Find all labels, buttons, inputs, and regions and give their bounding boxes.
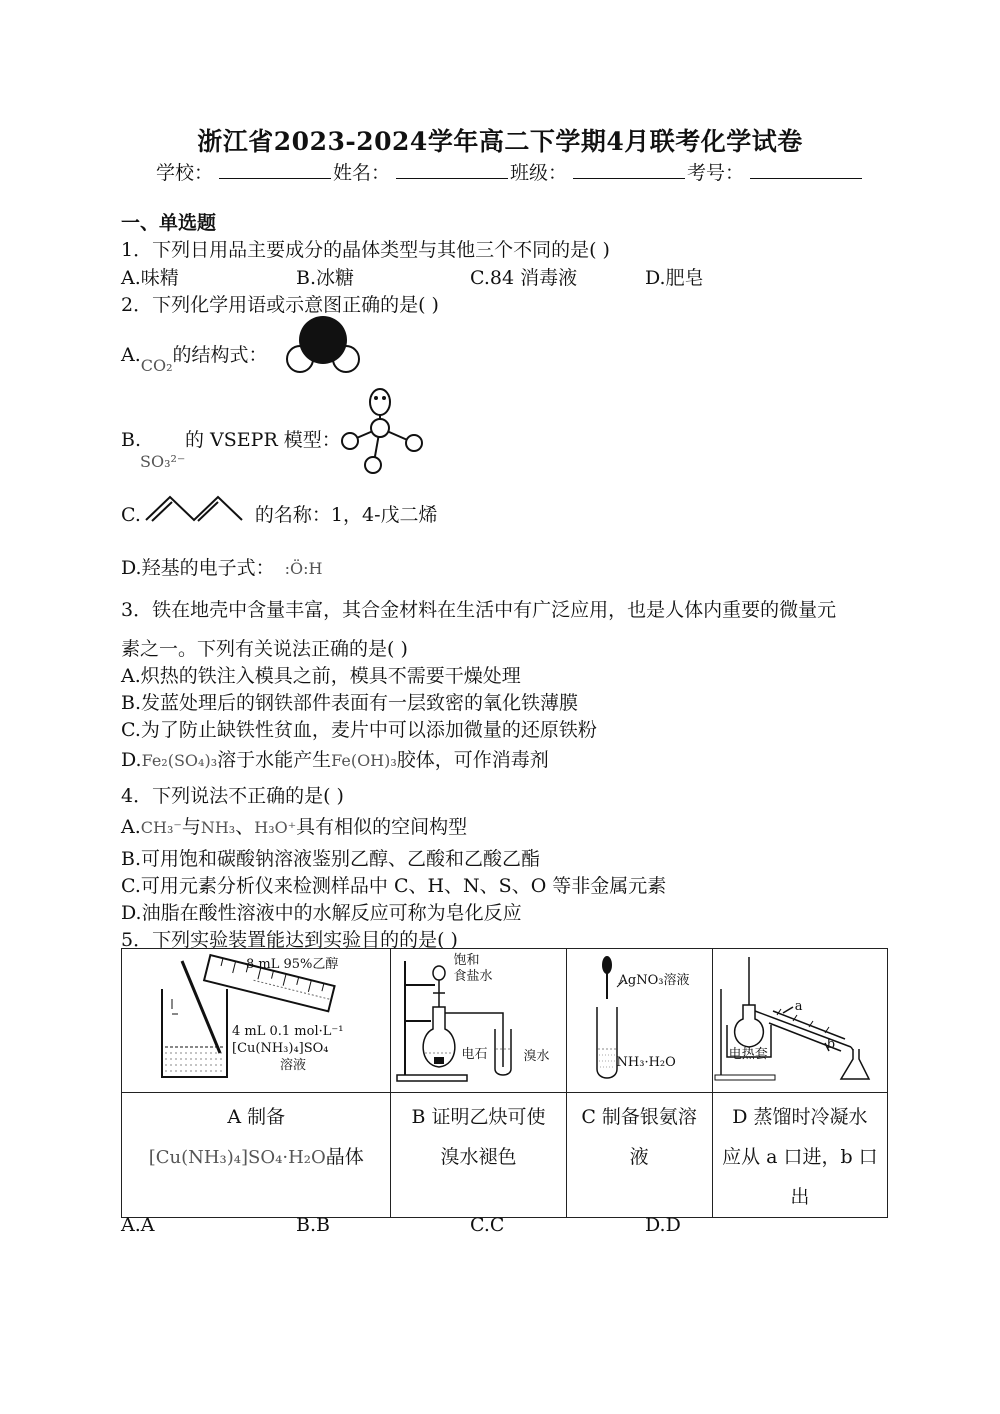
school-field — [156, 158, 333, 185]
q5-caption-row — [122, 1093, 888, 1218]
q5-stem: 5．下列实验装置能达到实验目的的是( ) — [121, 929, 458, 951]
pentadiene-skeletal-icon — [144, 494, 250, 524]
q3-option-b[interactable]: B.发蓝处理后的钢铁部件表面有一层致密的氧化铁薄膜 — [121, 692, 579, 714]
q3-d-suffix: 胶体，可作消毒剂 — [396, 749, 549, 771]
q5-caption-a — [122, 1093, 391, 1218]
q4-a-formula2: NH₃ — [200, 818, 236, 837]
q3-stem-line2: 素之一。下列有关说法正确的是( ) — [121, 638, 408, 660]
q4-option-b[interactable]: B.可用饱和碳酸钠溶液鉴别乙醇、乙酸和乙酸乙酯 — [121, 848, 541, 870]
q4-a-formula3: H₃O⁺ — [254, 818, 297, 837]
q2-b-formula: SO₃²⁻ — [140, 452, 186, 471]
q5-caption-c-line2: 液 — [629, 1146, 649, 1168]
q3-option-a[interactable]: A.炽热的铁注入模具之前，模具不需要干燥处理 — [121, 665, 521, 687]
q4-a-suffix: 具有相似的空间构型 — [296, 816, 468, 838]
q5-caption-b-line1: B 证明乙炔可使 — [411, 1106, 546, 1128]
exam-number-label: 考号： — [687, 162, 745, 184]
q4-a-mid2: 、 — [235, 816, 255, 838]
q1-stem: 1．下列日用品主要成分的晶体类型与其他三个不同的是( ) — [121, 239, 610, 261]
q5-caption-d-line1: D 蒸馏时冷凝水 — [732, 1106, 868, 1128]
q2-d-text: D.羟基的电子式： — [121, 557, 275, 579]
section-heading: 一、单选题 — [121, 212, 217, 234]
figure-b-water-line1: 饱和 — [453, 953, 480, 968]
figure-d-heater-label: 电热套 — [728, 1047, 768, 1062]
q2-b-prefix: B. — [121, 429, 142, 451]
figure-d-b-label: b — [826, 1037, 836, 1052]
q1-option-d[interactable]: D.肥皂 — [645, 267, 704, 289]
q5-option-a[interactable]: A.A — [121, 1214, 155, 1236]
q4-option-c[interactable]: C.可用元素分析仪来检测样品中 C、H、N、S、O 等非金属元素 — [121, 875, 667, 897]
q4-option-d[interactable]: D.油脂在酸性溶液中的水解反应可称为皂化反应 — [121, 902, 522, 924]
q3-option-c[interactable]: C.为了防止缺铁性贫血，麦片中可以添加微量的还原铁粉 — [121, 719, 597, 741]
figure-a-solution-line2: [Cu(NH₃)₄]SO₄ — [232, 1041, 329, 1056]
q5-caption-d-line2: 应从 a 口进，b 口 — [722, 1146, 878, 1168]
q2-stem: 2．下列化学用语或示意图正确的是( ) — [121, 294, 439, 316]
school-blank[interactable] — [219, 158, 331, 179]
name-field — [333, 158, 510, 185]
vsepr-model-icon — [338, 388, 428, 478]
figure-a-solution-line3: 溶液 — [280, 1058, 307, 1073]
q5-option-c[interactable]: C.C — [470, 1214, 505, 1236]
q2-option-b[interactable] — [121, 425, 341, 452]
figure-b-bromine-label: 溴水 — [523, 1049, 550, 1064]
name-label: 姓名： — [333, 162, 391, 184]
q4-a-prefix: A. — [121, 816, 141, 838]
figure-b-water-line2: 食盐水 — [453, 969, 493, 984]
q3-d-formula1: Fe₂(SO₄)₃ — [141, 751, 218, 770]
q5-caption-a-line1: A 制备 — [227, 1106, 286, 1128]
q2-option-d[interactable] — [121, 553, 322, 580]
figure-a-solution-line1: 4 mL 0.1 mol·L⁻¹ — [232, 1024, 344, 1039]
q2-d-formula: :Ö:H — [284, 559, 323, 578]
q5-caption-c-line1: C 制备银氨溶 — [581, 1106, 697, 1128]
figure-b-stone-label: 电石 — [461, 1047, 488, 1062]
q2-a-formula: CO₂ — [140, 356, 173, 375]
q2-a-text: 的结构式： — [172, 344, 268, 366]
q2-c-text: 的名称：1，4-戊二烯 — [254, 504, 438, 526]
exam-number-blank[interactable] — [750, 158, 862, 179]
q2-option-a[interactable] — [121, 340, 268, 375]
co2-space-filling-model-icon — [284, 315, 364, 377]
q3-d-prefix: D. — [121, 749, 142, 771]
q4-stem: 4．下列说法不正确的是( ) — [121, 785, 344, 807]
q1-option-b[interactable]: B.冰糖 — [296, 267, 355, 289]
q3-stem-line1: 3．铁在地壳中含量丰富，其合金材料在生活中有广泛应用，也是人体内重要的微量元 — [121, 599, 837, 621]
class-label: 班级： — [510, 162, 568, 184]
figure-c-agno3-label: AgNO₃溶液 — [618, 973, 690, 988]
q5-figure-d-cell — [712, 949, 887, 1093]
figure-a-solution-label — [232, 1023, 343, 1074]
q5-caption-a-formula: [Cu(NH₃)₄]SO₄·H₂O — [148, 1147, 326, 1168]
q5-caption-b-line2: 溴水褪色 — [440, 1146, 517, 1168]
q3-option-d[interactable] — [121, 745, 549, 772]
q1-option-a[interactable]: A.味精 — [121, 267, 179, 289]
q5-option-d[interactable]: D.D — [645, 1214, 681, 1236]
q5-option-b[interactable]: B.B — [296, 1214, 330, 1236]
class-field — [510, 158, 687, 185]
q4-a-formula1: CH₃⁻ — [140, 818, 182, 837]
q2-b-text: 的 VSEPR 模型： — [185, 429, 341, 451]
q5-figure-c-cell — [566, 949, 712, 1093]
q5-caption-a-suffix: 晶体 — [325, 1146, 364, 1168]
figure-c-nh3-label: NH₃·H₂O — [616, 1055, 676, 1070]
figure-d-a-label: a — [794, 999, 803, 1014]
exam-number-field — [687, 158, 864, 185]
name-blank[interactable] — [396, 158, 508, 179]
q5-figure-a-cell — [122, 949, 391, 1093]
q5-caption-d — [712, 1093, 887, 1218]
q5-experiment-table — [121, 948, 888, 1218]
figure-b-water-label — [453, 953, 492, 985]
page-title: 浙江省2023-2024学年高二下学期4月联考化学试卷 — [197, 127, 803, 156]
q5-caption-d-line3: 出 — [790, 1186, 810, 1208]
q4-a-mid1: 与 — [181, 816, 201, 838]
class-blank[interactable] — [573, 158, 685, 179]
q5-caption-b — [391, 1093, 566, 1218]
student-info-row — [156, 158, 864, 185]
q3-d-mid: 溶于水能产生 — [217, 749, 332, 771]
q2-a-prefix: A. — [121, 344, 141, 366]
q1-option-c[interactable]: C.84 消毒液 — [470, 267, 578, 289]
q4-option-a[interactable] — [121, 812, 467, 839]
q2-c-prefix: C. — [121, 504, 141, 526]
q5-figure-b-cell — [391, 949, 566, 1093]
q5-caption-c — [566, 1093, 712, 1218]
school-label: 学校： — [156, 162, 214, 184]
q3-d-formula2: Fe(OH)₃ — [331, 751, 397, 770]
q5-figure-row — [122, 949, 888, 1093]
figure-a-ethanol-label: 8 mL 95%乙醇 — [246, 957, 339, 972]
figure-d-apparatus-icon — [713, 949, 888, 1092]
